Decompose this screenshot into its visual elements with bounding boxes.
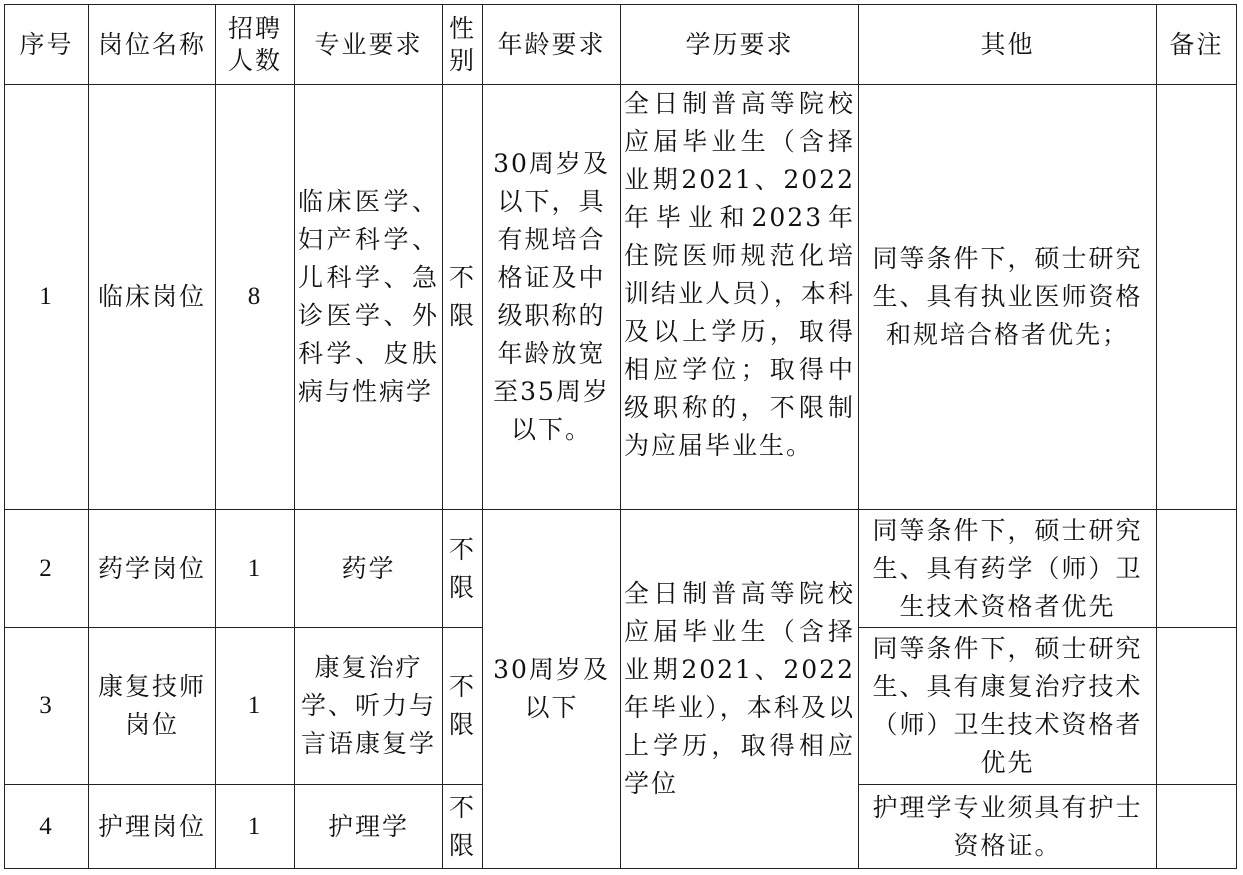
cell-major: 护理学 xyxy=(295,785,443,869)
cell-count: 8 xyxy=(216,85,295,510)
cell-seq: 4 xyxy=(5,785,89,869)
cell-count: 1 xyxy=(216,510,295,628)
cell-post: 临床岗位 xyxy=(89,85,216,510)
header-edu: 学历要求 xyxy=(621,5,859,85)
cell-edu-shared: 全日制普高等院校应届毕业生（含择业期2021、2022年毕业），本科及以上学历，取得相应学位 xyxy=(621,510,859,869)
cell-count: 1 xyxy=(216,628,295,785)
cell-post: 康复技师岗位 xyxy=(89,628,216,785)
cell-major: 药学 xyxy=(295,510,443,628)
cell-note xyxy=(1157,85,1237,510)
cell-post: 护理岗位 xyxy=(89,785,216,869)
table-row xyxy=(5,510,1237,628)
cell-age-shared: 30周岁及以下 xyxy=(483,510,621,869)
header-count: 招聘人数 xyxy=(216,5,295,85)
header-other: 其他 xyxy=(859,5,1157,85)
cell-seq: 2 xyxy=(5,510,89,628)
cell-other: 护理学专业须具有护士资格证。 xyxy=(859,785,1157,869)
cell-note xyxy=(1157,628,1237,785)
cell-other: 同等条件下，硕士研究生、具有康复治疗技术（师）卫生技术资格者优先 xyxy=(859,628,1157,785)
cell-gender: 不限 xyxy=(443,510,483,628)
cell-gender: 不限 xyxy=(443,628,483,785)
header-post: 岗位名称 xyxy=(89,5,216,85)
cell-other: 同等条件下，硕士研究生、具有药学（师）卫生技术资格者优先 xyxy=(859,510,1157,628)
cell-count: 1 xyxy=(216,785,295,869)
cell-post: 药学岗位 xyxy=(89,510,216,628)
header-gender: 性别 xyxy=(443,5,483,85)
cell-major: 临床医学、妇产科学、儿科学、急诊医学、外科学、皮肤病与性病学 xyxy=(295,85,443,510)
cell-major: 康复治疗学、听力与言语康复学 xyxy=(295,628,443,785)
cell-seq: 1 xyxy=(5,85,89,510)
cell-gender: 不限 xyxy=(443,85,483,510)
header-seq: 序号 xyxy=(5,5,89,85)
table-row xyxy=(5,85,1237,510)
cell-edu: 全日制普高等院校应届毕业生（含择业期2021、2022年毕业和2023年住院医师规范化培训结业人员），本科及以上学历，取得相应学位；取得中级职称的，不限制为应届毕业生。 xyxy=(621,85,859,510)
cell-gender: 不限 xyxy=(443,785,483,869)
cell-seq: 3 xyxy=(5,628,89,785)
cell-other: 同等条件下，硕士研究生、具有执业医师资格和规培合格者优先； xyxy=(859,85,1157,510)
recruitment-table xyxy=(4,4,1237,869)
header-row xyxy=(5,5,1237,85)
cell-note xyxy=(1157,510,1237,628)
cell-note xyxy=(1157,785,1237,869)
cell-age: 30周岁及以下，具有规培合格证及中级职称的年龄放宽至35周岁以下。 xyxy=(483,85,621,510)
header-note: 备注 xyxy=(1157,5,1237,85)
header-major: 专业要求 xyxy=(295,5,443,85)
header-age: 年龄要求 xyxy=(483,5,621,85)
